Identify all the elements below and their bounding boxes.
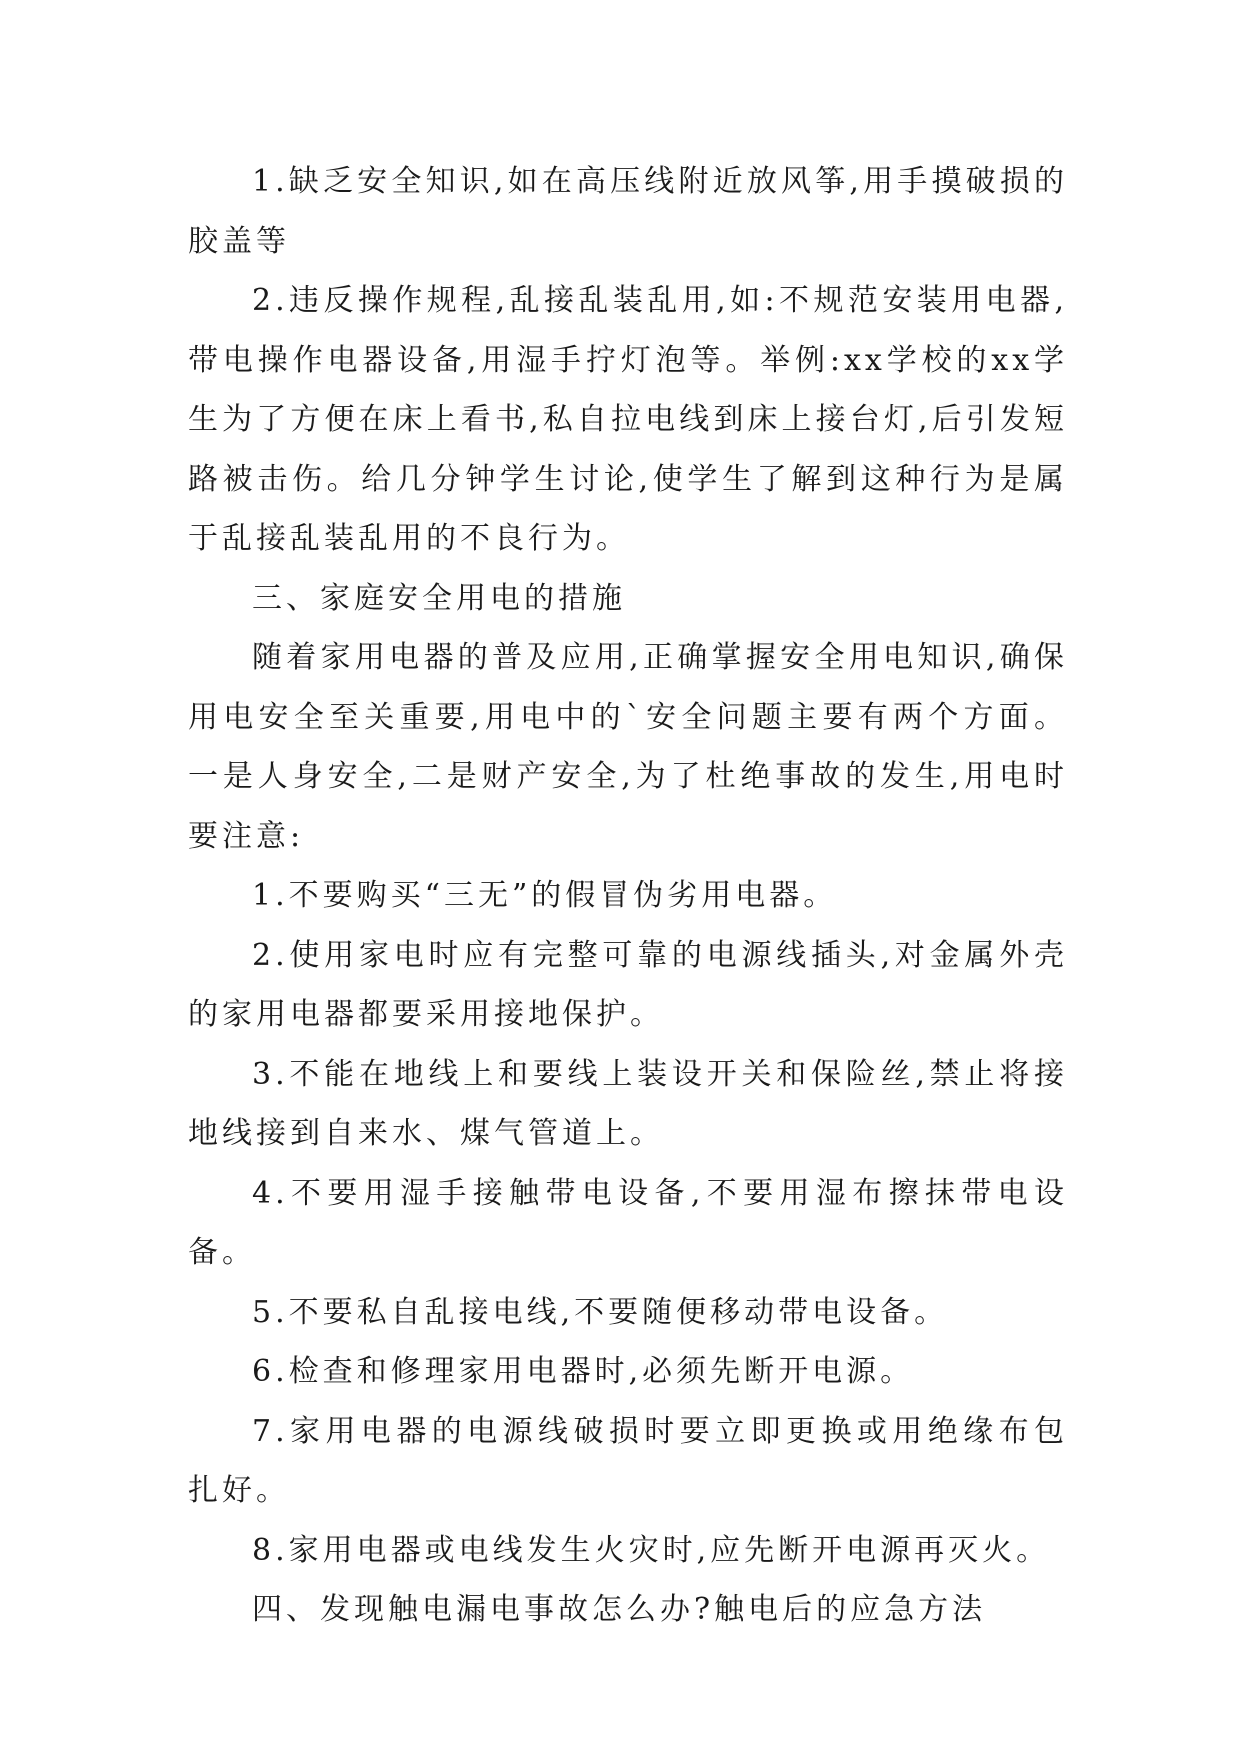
list-item-measure-4: 4.不要用湿手接触带电设备,不要用湿布擦抹带电设备。 xyxy=(188,1175,1068,1270)
list-item-violating-rules: 2.违反操作规程,乱接乱装乱用,如:不规范安装用电器,带电操作电器设备,用湿手拧灯泡等。举例:xx学校的xx学生为了方便在床上看书,私自拉电线到床上接台灯,后引发短路被击伤。给几分钟学生讨论,使学生了解到这种行为是属于乱接乱装乱用的不良行为。 xyxy=(188,283,1068,556)
list-item-measure-6: 6.检查和修理家用电器时,必须先断开电源。 xyxy=(252,1354,915,1389)
list-item-measure-1: 1.不要购买“三无”的假冒伪劣用电器。 xyxy=(252,878,838,913)
paragraph-intro-safety: 随着家用电器的普及应用,正确掌握安全用电知识,确保用电安全至关重要,用电中的`安全问题主要有两个方面。一是人身安全,二是财产安全,为了杜绝事故的发生,用电时要注意: xyxy=(188,640,1068,854)
list-item-measure-8: 8.家用电器或电线发生火灾时,应先断开电源再灭火。 xyxy=(252,1532,1051,1568)
list-item-measure-7: 7.家用电器的电源线破损时要立即更换或用绝缘布包扎好。 xyxy=(188,1413,1068,1508)
section-heading-home-safety-measures: 三、家庭安全用电的措施 xyxy=(252,580,626,616)
document-body xyxy=(188,152,1068,1640)
list-item-measure-3: 3.不能在地线上和要线上装设开关和保险丝,禁止将接地线接到自来水、煤气管道上。 xyxy=(188,1056,1068,1151)
list-item-measure-5: 5.不要私自乱接电线,不要随便移动带电设备。 xyxy=(252,1294,949,1330)
list-item-measure-2: 2.使用家电时应有完整可靠的电源线插头,对金属外壳的家用电器都要采用接地保护。 xyxy=(188,937,1068,1032)
section-heading-electric-shock-emergency: 四、发现触电漏电事故怎么办?触电后的应急方法 xyxy=(252,1592,987,1627)
list-item-lack-of-knowledge: 1.缺乏安全知识,如在高压线附近放风筝,用手摸破损的胶盖等 xyxy=(188,164,1068,259)
